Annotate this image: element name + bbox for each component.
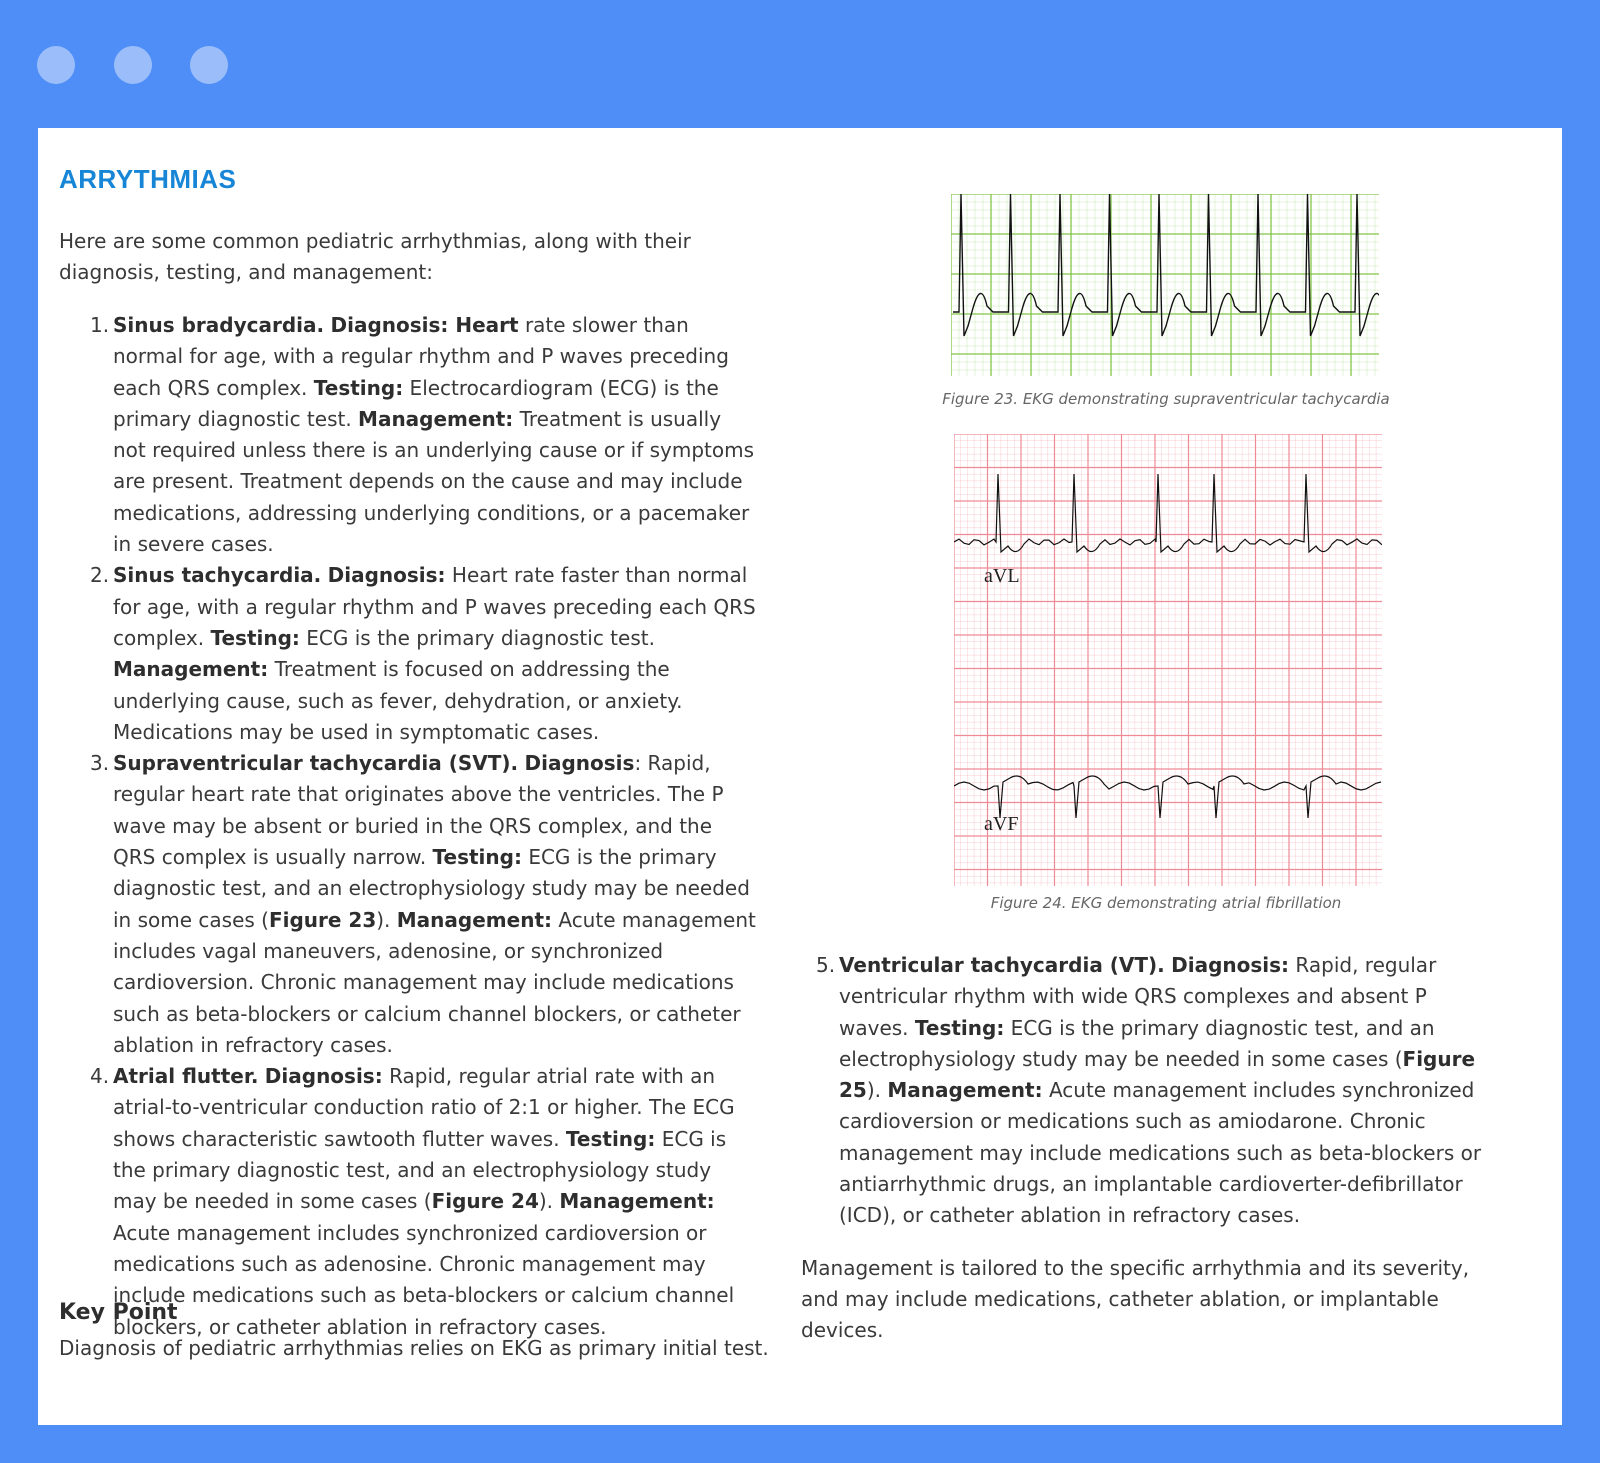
figure-reference: Figure 23 [268, 907, 377, 932]
management-label: Management: [113, 657, 269, 682]
management-label: Management: [358, 406, 514, 431]
key-point-text: Diagnosis of pediatric arrhythmias relies on EKG as primary initial test. [59, 1336, 769, 1360]
arrhythmia-list-left [59, 310, 759, 1343]
figure-23-caption: Figure 23. EKG demonstrating supraventricular tachycardia [942, 390, 1390, 408]
diagnosis-label: Diagnosis: [264, 1064, 383, 1089]
management-text: Acute management includes vagal maneuvers, adenosine, or synchronized cardioversion. Chronic management may include medications such as beta-blockers or calcium channel blockers, or catheter ablation in refractory cases. [113, 907, 756, 1057]
afib-ekg-strip [954, 434, 1382, 886]
window-close-dot[interactable] [37, 46, 75, 84]
list-item [59, 560, 759, 748]
item-name: Atrial flutter. [113, 1064, 259, 1089]
management-text: Treatment is focused on addressing the underlying cause, such as fever, dehydration, or anxiety. Medications may be used in symptomatic cases. [113, 657, 683, 744]
management-text: Acute management includes synchronized cardioversion or medications such as amiodarone. Chronic management may include medications such as beta-blockers or antiarrhythmic drugs, an implantable cardioverter-defibrillator (ICD), or catheter ablation in refractory cases. [839, 1078, 1482, 1228]
svt-ekg-strip [951, 194, 1379, 376]
lead-label-avf: aVF [984, 813, 1019, 835]
management-label: Management: [559, 1189, 715, 1214]
testing-label: Testing: [914, 1015, 1005, 1040]
figure-23-ekg-image [951, 194, 1379, 376]
figure-reference: Figure 25 [839, 1046, 1476, 1103]
diagnosis-label: Diagnosis [524, 751, 635, 776]
diagnosis-label: Diagnosis: [327, 563, 446, 588]
testing-text: ECG is the primary diagnostic test, and an electrophysiology study may be needed in some cases ( [113, 1126, 727, 1214]
item-name: Sinus tachycardia. [113, 563, 322, 588]
management-text: Treatment is usually not required unless there is an underlying cause or if symptoms are present. Treatment depends on the cause and may include medications, addressing underlying conditions, or a pacemaker in severe cases. [113, 406, 755, 557]
diagnosis-text: rate slower than normal for age, with a regular rhythm and P waves preceding each QRS complex. [113, 313, 729, 400]
testing-text: ECG is the primary diagnostic test. [299, 625, 655, 650]
management-label: Management: [396, 907, 552, 932]
figure-24-caption: Figure 24. EKG demonstrating atrial fibrillation [990, 894, 1342, 912]
testing-text: Electrocardiogram (ECG) is the primary diagnostic test. [113, 375, 719, 431]
testing-label: Testing: [313, 375, 404, 400]
window-titlebar [0, 0, 1600, 128]
content-panel [38, 128, 1562, 1425]
list-number: 1. [90, 313, 110, 337]
list-number: 3. [90, 751, 110, 776]
testing-text: ECG is the primary diagnostic test, and an electrophysiology study may be needed in some cases ( [113, 845, 750, 932]
testing-label: Testing: [565, 1126, 656, 1151]
diagnosis-text: Heart rate faster than normal for age, with a regular rhythm and P waves preceding each QRS complex. [113, 563, 756, 650]
lead-label-avl: aVL [984, 565, 1020, 587]
testing-text: ECG is the primary diagnostic test, and an electrophysiology study may be needed in some cases ( [839, 1015, 1435, 1071]
window-minimize-dot[interactable] [114, 46, 152, 84]
list-item [785, 950, 1485, 1232]
intro-paragraph: Here are some common pediatric arrhythmias, along with their diagnosis, testing, and management: [59, 229, 691, 284]
diagnosis-label: Diagnosis: [1171, 953, 1290, 977]
figure-reference: Figure 24 [431, 1189, 539, 1214]
list-number: 5. [816, 953, 836, 977]
figure-24-ekg-image [954, 434, 1382, 886]
list-number: 2. [90, 563, 110, 588]
management-text: Acute management includes synchronized cardioversion or medications such as adenosine. Chronic management may include medications such as beta-blockers or calcium channel blockers, or catheter ablation in refractory cases. [113, 1220, 735, 1339]
arrhythmia-list-right [785, 950, 1485, 1232]
item-name: Sinus bradycardia. [113, 313, 325, 337]
ekg-grid-green [951, 194, 1379, 376]
diagnosis-text: : Rapid, regular heart rate that originates above the ventricles. The P wave may be absent or buried in the QRS complex, and the QRS complex is usually narrow. [113, 751, 724, 870]
after-figure-text: ). [866, 1078, 888, 1103]
page-title: ARRYTHMIAS [59, 164, 237, 194]
key-point-title: Key Point [59, 1300, 178, 1325]
testing-label: Testing: [210, 625, 300, 650]
list-item [59, 310, 759, 560]
management-label: Management: [887, 1078, 1043, 1103]
list-number: 4. [90, 1064, 110, 1089]
list-item [59, 748, 759, 1061]
diagnosis-text: Rapid, regular ventricular rhythm with wide QRS complexes and absent P waves. [839, 953, 1437, 1040]
item-name: Ventricular tachycardia (VT). [839, 953, 1165, 977]
diagnosis-text: Rapid, regular atrial rate with an atrial-to-ventricular conduction ratio of 2:1 or higher. The ECG shows characteristic sawtooth flutter waves. [113, 1064, 735, 1151]
diagnosis-label: Diagnosis: Heart [330, 313, 519, 337]
item-name: Supraventricular tachycardia (SVT). [113, 751, 519, 776]
window-maximize-dot[interactable] [190, 46, 228, 84]
closing-paragraph: Management is tailored to the specific arrhythmia and its severity, and may include medications, catheter ablation, or implantable devices. [801, 1256, 1470, 1342]
after-figure-text: ). [376, 907, 397, 932]
testing-label: Testing: [432, 845, 522, 870]
after-figure-text: ). [538, 1189, 560, 1214]
